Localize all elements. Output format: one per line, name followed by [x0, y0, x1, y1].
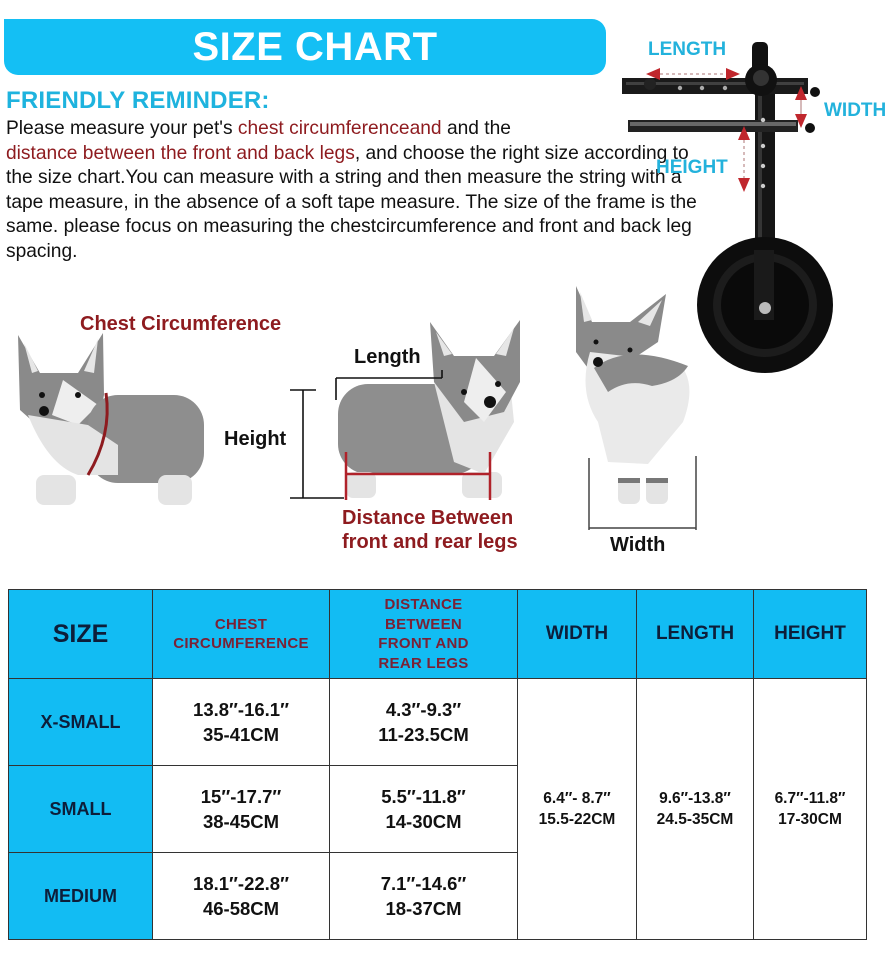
size-medium: MEDIUM: [9, 853, 153, 940]
reminder-highlight-chest: chest circumferenceand: [237, 118, 442, 139]
frame-length-label: LENGTH: [648, 39, 727, 60]
distance-label-line2: front and rear legs: [342, 531, 518, 553]
distance-label-line1: Distance Between: [342, 507, 514, 529]
reminder-title: FRIENDLY REMINDER:: [6, 87, 270, 114]
chest-cell: 15″-17.7″ 38-45CM: [153, 766, 330, 853]
size-xsmall: X-SMALL: [9, 679, 153, 766]
header-size: SIZE: [9, 590, 153, 679]
size-chart-banner: [4, 19, 606, 75]
chest-cell: 18.1″-22.8″ 46-58CM: [153, 853, 330, 940]
reminder-text: Please measure your pet's: [6, 118, 238, 139]
table-row: [9, 679, 867, 766]
frame-width-label: WIDTH: [824, 100, 887, 121]
chest-cell: 13.8″-16.1″ 35-41CM: [153, 679, 330, 766]
chest-circumference-label: Chest Circumference: [80, 313, 282, 335]
dog-side-length-icon: [334, 312, 544, 512]
distance-cell: 4.3″-9.3″ 11-23.5CM: [330, 679, 518, 766]
height-cell: 6.7″-11.8″ 17-30CM: [754, 679, 867, 940]
width-label: Width: [610, 534, 666, 556]
table-header-row: [9, 590, 867, 679]
header-height: HEIGHT: [754, 590, 867, 679]
header-length: LENGTH: [637, 590, 754, 679]
size-chart-table: [8, 589, 867, 940]
header-chest: CHEST CIRCUMFERENCE: [153, 590, 330, 679]
header-distance: DISTANCE BETWEEN FRONT AND REAR LEGS: [330, 590, 518, 679]
reminder-highlight-distance: distance between the front and back legs: [6, 142, 355, 164]
dog-back-width-icon: [568, 282, 708, 532]
reminder-text: and the: [441, 118, 511, 139]
dog-side-chest-icon: [8, 325, 218, 520]
frame-height-label: HEIGHT: [656, 157, 728, 178]
distance-cell: 5.5″-11.8″ 14-30CM: [330, 766, 518, 853]
distance-cell: 7.1″-14.6″ 18-37CM: [330, 853, 518, 940]
length-label: Length: [354, 346, 421, 368]
reminder-text: , and choose the right size according to the size chart.You can measure with a string and then measure the string with a tape measure, in the absence of a soft tape measure. The size of the frame is the same. please focus on measuring the chestcircumference and front and back leg spacing.: [6, 142, 697, 262]
size-small: SMALL: [9, 766, 153, 853]
length-cell: 9.6″-13.8″ 24.5-35CM: [637, 679, 754, 940]
page-title: SIZE CHART: [192, 24, 438, 69]
height-label: Height: [224, 428, 287, 450]
width-cell: 6.4″- 8.7″ 15.5-22CM: [518, 679, 637, 940]
header-width: WIDTH: [518, 590, 637, 679]
